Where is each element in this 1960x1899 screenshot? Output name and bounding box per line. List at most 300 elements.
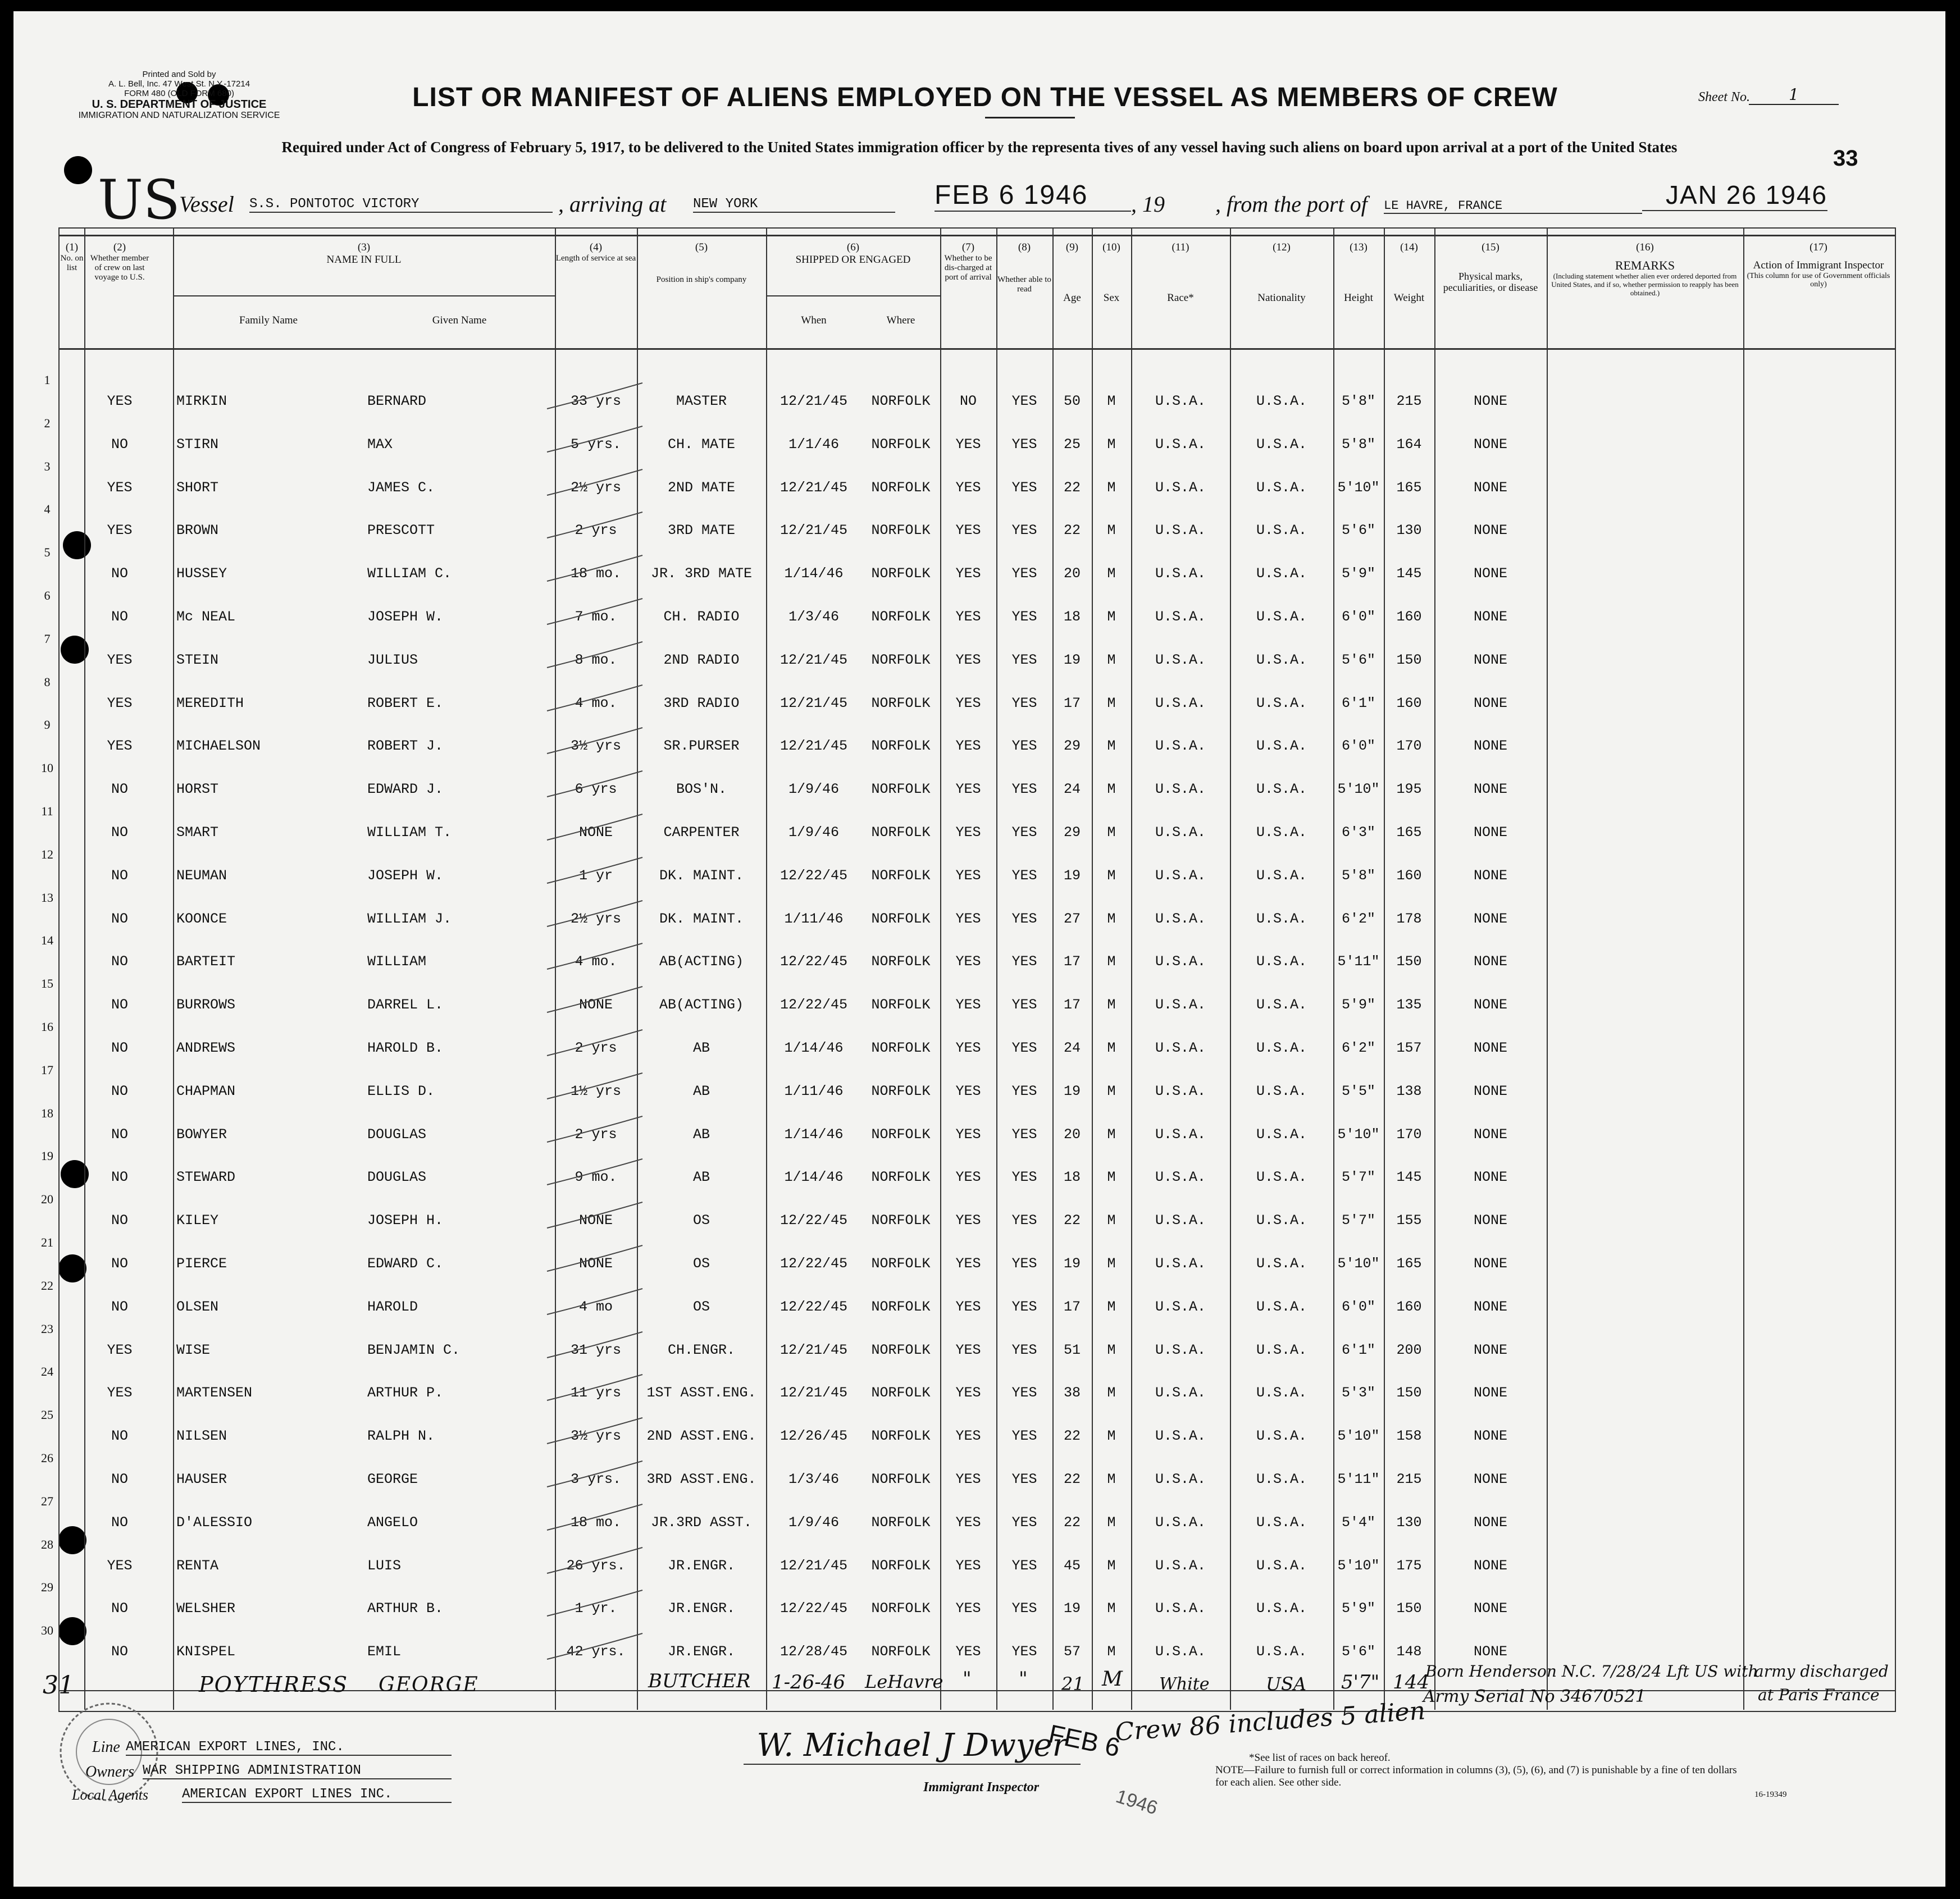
cell-family: MICHAELSON — [176, 738, 261, 754]
cell-marks: NONE — [1473, 565, 1507, 582]
cell-position: DK. MAINT. — [659, 868, 744, 884]
cell-read: YES — [1011, 1558, 1037, 1574]
pencil-check-mark — [541, 1200, 654, 1234]
weight: 144 — [1393, 1671, 1429, 1693]
cell-where: NORFOLK — [871, 652, 931, 668]
cell-where: NORFOLK — [871, 1558, 931, 1574]
col-header-16: (16) REMARKS (Including statement whether alien ever ordered deported from United States, and if so, whether permission to reapply has been obtained.) — [1551, 241, 1739, 297]
cell-given: ARTHUR B. — [367, 1600, 444, 1617]
cell-position: AB(ACTING) — [659, 953, 744, 970]
cell-service: NONE — [578, 997, 613, 1013]
cell-position: OS — [692, 1256, 710, 1272]
cell-when: 12/21/45 — [780, 652, 848, 668]
cell-when: 12/21/45 — [780, 393, 848, 409]
cell-nat: U.S.A. — [1256, 1212, 1307, 1229]
us-mark: US — [98, 168, 180, 231]
cell-weight: 178 — [1396, 911, 1422, 927]
cell-height: 5'10" — [1337, 781, 1380, 797]
cell-when: 12/22/45 — [780, 953, 848, 970]
cell-sex: M — [1107, 1514, 1116, 1531]
column-rule — [84, 227, 85, 1710]
cell-nat: U.S.A. — [1256, 609, 1307, 625]
cell-service: 26 yrs. — [566, 1558, 626, 1574]
col-header-2: (2) Whether member of crew on last voyage to U.S. — [90, 241, 149, 282]
cell-marks: NONE — [1473, 1040, 1507, 1056]
cell-prev: NO — [111, 436, 128, 453]
cell-where: NORFOLK — [871, 1644, 931, 1660]
cell-when: 12/28/45 — [780, 1644, 848, 1660]
cell-where: NORFOLK — [871, 997, 931, 1013]
cell-weight: 158 — [1396, 1428, 1422, 1444]
cell-sex: M — [1107, 1169, 1116, 1185]
cell-when: 1/14/46 — [784, 1040, 844, 1056]
cell-disch: YES — [955, 652, 981, 668]
title-underline — [985, 117, 1075, 118]
cell-family: OLSEN — [176, 1299, 219, 1315]
cell-read: YES — [1011, 1299, 1037, 1315]
cell-service: 31 yrs — [570, 1342, 621, 1358]
cell-nat: U.S.A. — [1256, 824, 1307, 841]
cell-age: 17 — [1063, 1299, 1081, 1315]
cell-when: 1/11/46 — [784, 911, 844, 927]
cell-marks: NONE — [1473, 1471, 1507, 1487]
row-number: 29 — [41, 1580, 53, 1594]
cell-disch: YES — [955, 522, 981, 538]
cell-where: NORFOLK — [871, 1385, 931, 1401]
col-header-14: (14) Weight — [1393, 241, 1425, 304]
cell-nat: U.S.A. — [1256, 393, 1307, 409]
cell-nat: U.S.A. — [1256, 1299, 1307, 1315]
cell-height: 6'0" — [1341, 738, 1375, 754]
cell-when: 12/22/45 — [780, 1256, 848, 1272]
cell-race: U.S.A. — [1155, 738, 1206, 754]
col-header-when: When — [801, 314, 827, 326]
pencil-check-mark — [541, 1545, 654, 1579]
vessel-label: Vessel — [179, 191, 234, 217]
pencil-check-mark — [541, 1028, 654, 1061]
remarks-line-2: Army Serial No 34670521 — [1423, 1687, 1646, 1706]
cell-disch: YES — [955, 781, 981, 797]
cell-age: 50 — [1063, 393, 1081, 409]
agents-value: AMERICAN EXPORT LINES INC. — [182, 1787, 452, 1803]
col-header-5: (5) Position in ship's company — [656, 241, 747, 284]
cell-service: 18 mo. — [570, 565, 621, 582]
cell-given: EMIL — [367, 1644, 402, 1660]
cell-sex: M — [1107, 738, 1116, 754]
cell-race: U.S.A. — [1155, 652, 1206, 668]
cell-prev: YES — [107, 480, 133, 496]
cell-service: 4 mo. — [575, 695, 617, 711]
pencil-check-mark — [541, 1631, 654, 1665]
cell-marks: NONE — [1473, 1169, 1507, 1185]
cell-given: PRESCOTT — [367, 522, 435, 538]
cell-sex: M — [1107, 436, 1116, 453]
cell-sex: M — [1107, 1385, 1116, 1401]
cell-nat: U.S.A. — [1256, 1514, 1307, 1531]
cell-prev: NO — [111, 997, 128, 1013]
cell-race: U.S.A. — [1155, 695, 1206, 711]
cell-given: HAROLD — [367, 1299, 418, 1315]
cell-nat: U.S.A. — [1256, 1126, 1307, 1143]
cell-where: NORFOLK — [871, 1600, 931, 1617]
cell-race: U.S.A. — [1155, 953, 1206, 970]
cell-height: 6'1" — [1341, 695, 1375, 711]
cell-height: 5'10" — [1337, 1126, 1380, 1143]
cell-family: HUSSEY — [176, 565, 227, 582]
cell-position: SR.PURSER — [663, 738, 740, 754]
cell-where: NORFOLK — [871, 522, 931, 538]
sheet-number-label: Sheet No. — [1698, 90, 1750, 104]
cell-service: 1½ yrs — [570, 1083, 621, 1099]
row-rule — [58, 348, 1895, 350]
cell-family: WISE — [176, 1342, 211, 1358]
cell-nat: U.S.A. — [1256, 1600, 1307, 1617]
cell-nat: U.S.A. — [1256, 1428, 1307, 1444]
pencil-check-mark — [541, 424, 654, 458]
row-number: 11 — [41, 804, 53, 818]
cell-height: 6'2" — [1341, 911, 1375, 927]
cell-race: U.S.A. — [1155, 1342, 1206, 1358]
date-stamp: FEB 6 — [1046, 1718, 1123, 1763]
departure-date-stamp: JAN 26 1946 — [1642, 180, 1827, 211]
cell-position: OS — [692, 1299, 710, 1315]
publisher-line: FORM 480 (OLD FORM 680) — [124, 89, 234, 98]
cell-family: Mc NEAL — [176, 609, 236, 625]
cell-service: 33 yrs — [570, 393, 621, 409]
cell-disch: YES — [955, 738, 981, 754]
when: 1-26-46 — [772, 1671, 846, 1693]
cell-marks: NONE — [1473, 1299, 1507, 1315]
cell-sex: M — [1107, 480, 1116, 496]
position: BUTCHER — [648, 1670, 751, 1692]
cell-family: STEWARD — [176, 1169, 236, 1185]
cell-family: KOONCE — [176, 911, 227, 927]
where: LeHavre — [865, 1671, 943, 1692]
col-header-where: Where — [886, 314, 915, 326]
cell-sex: M — [1107, 868, 1116, 884]
cell-position: CH. RADIO — [663, 609, 740, 625]
col-header-9: (9) Age — [1063, 241, 1081, 304]
cell-where: NORFOLK — [871, 1471, 931, 1487]
cell-service: 4 mo. — [575, 953, 617, 970]
cell-age: 29 — [1063, 738, 1081, 754]
cell-disch: YES — [955, 868, 981, 884]
pencil-check-mark — [541, 1502, 654, 1536]
cell-marks: NONE — [1473, 1644, 1507, 1660]
cell-marks: NONE — [1473, 953, 1507, 970]
cell-position: BOS'N. — [676, 781, 727, 797]
vessel-name: S.S. PONTOTOC VICTORY — [249, 197, 553, 213]
row-number: 28 — [41, 1537, 53, 1551]
family-name: POYTHRESS — [199, 1672, 349, 1697]
cell-position: JR.ENGR. — [667, 1558, 736, 1574]
cell-nat: U.S.A. — [1256, 695, 1307, 711]
cell-sex: M — [1107, 1644, 1116, 1660]
cell-when: 12/21/45 — [780, 1385, 848, 1401]
race: White — [1159, 1674, 1210, 1694]
height: 5'7" — [1341, 1671, 1380, 1693]
cell-family: NEUMAN — [176, 868, 227, 884]
date-stamp-year: 1946 — [1113, 1786, 1160, 1819]
cell-sex: M — [1107, 1558, 1116, 1574]
cell-read: YES — [1011, 911, 1037, 927]
cell-service: 1 yr. — [575, 1600, 617, 1617]
cell-family: MARTENSEN — [176, 1385, 253, 1401]
cell-disch: YES — [955, 1256, 981, 1272]
cell-read: YES — [1011, 1256, 1037, 1272]
row-number: 16 — [41, 1020, 53, 1034]
cell-where: NORFOLK — [871, 393, 931, 409]
cell-where: NORFOLK — [871, 1126, 931, 1143]
publisher-line: Printed and Sold by — [142, 70, 216, 79]
cell-where: NORFOLK — [871, 695, 931, 711]
pencil-check-mark — [541, 1416, 654, 1449]
cell-age: 18 — [1063, 1169, 1081, 1185]
cell-given: ANGELO — [367, 1514, 418, 1531]
cell-nat: U.S.A. — [1256, 738, 1307, 754]
cell-prev: NO — [111, 1126, 128, 1143]
col-header-given: Given Name — [432, 314, 487, 326]
cell-service: 3½ yrs — [570, 1428, 621, 1444]
cell-nat: U.S.A. — [1256, 1558, 1307, 1574]
cell-when: 1/9/46 — [788, 824, 839, 841]
cell-age: 38 — [1063, 1385, 1081, 1401]
cell-read: YES — [1011, 695, 1037, 711]
cell-service: 1 yr — [578, 868, 613, 884]
row-number: 23 — [41, 1322, 53, 1336]
cell-service: 18 mo. — [570, 1514, 621, 1531]
cell-weight: 130 — [1396, 522, 1422, 538]
agents-label: Local Agents — [72, 1787, 149, 1803]
pencil-check-mark — [541, 1157, 654, 1190]
cell-given: ARTHUR P. — [367, 1385, 444, 1401]
publisher-line: A. L. Bell, Inc. 47 West St. N.Y.-17214 — [108, 79, 250, 89]
cell-read: YES — [1011, 436, 1037, 453]
cell-nat: U.S.A. — [1256, 781, 1307, 797]
cell-nat: U.S.A. — [1256, 953, 1307, 970]
row-number: 24 — [41, 1364, 53, 1378]
cell-weight: 165 — [1396, 824, 1422, 841]
cell-height: 5'10" — [1337, 1428, 1380, 1444]
row-number: 19 — [41, 1149, 53, 1163]
cell-family: MIRKIN — [176, 393, 227, 409]
row-number: 25 — [41, 1408, 53, 1422]
pencil-check-mark — [541, 1459, 654, 1492]
cell-family: STIRN — [176, 436, 219, 453]
cell-race: U.S.A. — [1155, 480, 1206, 496]
col-header-13: (13) Height — [1344, 241, 1373, 304]
row-number: 22 — [41, 1279, 53, 1293]
cell-race: U.S.A. — [1155, 1169, 1206, 1185]
cell-disch: YES — [955, 695, 981, 711]
cell-prev: NO — [111, 911, 128, 927]
cell-weight: 138 — [1396, 1083, 1422, 1099]
cell-service: 4 mo — [578, 1299, 613, 1315]
cell-where: NORFOLK — [871, 1342, 931, 1358]
row-number: 27 — [41, 1494, 53, 1508]
line-value: AMERICAN EXPORT LINES, INC. — [126, 1740, 452, 1756]
cell-family: CHAPMAN — [176, 1083, 236, 1099]
cell-family: BARTEIT — [176, 953, 236, 970]
cell-position: JR.ENGR. — [667, 1644, 736, 1660]
cell-disch: YES — [955, 1342, 981, 1358]
owners-value: WAR SHIPPING ADMINISTRATION — [143, 1763, 452, 1779]
row-number: 2 — [44, 416, 51, 430]
pencil-check-mark — [541, 1372, 654, 1406]
pencil-check-mark — [541, 1588, 654, 1622]
cell-age: 22 — [1063, 1514, 1081, 1531]
cell-age: 24 — [1063, 1040, 1081, 1056]
cell-given: JAMES C. — [367, 480, 435, 496]
cell-height: 5'10" — [1337, 1558, 1380, 1574]
cell-position: JR.ENGR. — [667, 1600, 736, 1617]
cell-when: 12/26/45 — [780, 1428, 848, 1444]
cell-read: YES — [1011, 781, 1037, 797]
cell-read: YES — [1011, 1600, 1037, 1617]
col-header-1: (1) No. on list — [60, 241, 84, 272]
age: 21 — [1061, 1673, 1084, 1695]
cell-sex: M — [1107, 1342, 1116, 1358]
cell-service: 2 yrs — [575, 1126, 617, 1143]
cell-disch: YES — [955, 1471, 981, 1487]
cell-read: YES — [1011, 1169, 1037, 1185]
cell-where: NORFOLK — [871, 868, 931, 884]
cell-age: 19 — [1063, 1256, 1081, 1272]
cell-read: YES — [1011, 738, 1037, 754]
cell-age: 51 — [1063, 1342, 1081, 1358]
cell-age: 22 — [1063, 1471, 1081, 1487]
cell-when: 1/14/46 — [784, 1126, 844, 1143]
pencil-check-mark — [541, 984, 654, 1018]
cell-weight: 160 — [1396, 695, 1422, 711]
cell-weight: 200 — [1396, 1342, 1422, 1358]
col-header-8: (8) Whether able to read — [997, 241, 1051, 294]
cell-marks: NONE — [1473, 1428, 1507, 1444]
pencil-check-mark — [541, 725, 654, 759]
cell-read: YES — [1011, 1040, 1037, 1056]
cell-race: U.S.A. — [1155, 1428, 1206, 1444]
cell-given: JOSEPH W. — [367, 868, 444, 884]
row-number: 18 — [41, 1106, 53, 1120]
cell-marks: NONE — [1473, 911, 1507, 927]
cell-service: 2 yrs — [575, 1040, 617, 1056]
cell-where: NORFOLK — [871, 1428, 931, 1444]
cell-sex: M — [1107, 824, 1116, 841]
cell-position: AB — [692, 1169, 710, 1185]
pencil-check-mark — [541, 596, 654, 630]
cell-weight: 145 — [1396, 1169, 1422, 1185]
cell-when: 12/21/45 — [780, 480, 848, 496]
cell-prev: YES — [107, 738, 133, 754]
column-rule — [1547, 227, 1548, 1710]
cell-weight: 150 — [1396, 652, 1422, 668]
pencil-check-mark — [541, 640, 654, 673]
cell-position: AB — [692, 1126, 710, 1143]
cell-height: 5'8" — [1341, 436, 1375, 453]
cell-disch: YES — [955, 997, 981, 1013]
cell-nat: U.S.A. — [1256, 1471, 1307, 1487]
owners-label: Owners — [85, 1763, 135, 1781]
cell-read: YES — [1011, 609, 1037, 625]
cell-when: 1/3/46 — [788, 609, 839, 625]
cell-race: U.S.A. — [1155, 393, 1206, 409]
cell-race: U.S.A. — [1155, 436, 1206, 453]
cell-position: OS — [692, 1212, 710, 1229]
cell-weight: 130 — [1396, 1514, 1422, 1531]
cell-weight: 150 — [1396, 1600, 1422, 1617]
row-number: 17 — [41, 1063, 53, 1077]
column-rule — [173, 227, 174, 1710]
cell-given: WILLIAM T. — [367, 824, 452, 841]
cell-sex: M — [1107, 1126, 1116, 1143]
cell-race: U.S.A. — [1155, 522, 1206, 538]
cell-sex: M — [1107, 997, 1116, 1013]
cell-age: 29 — [1063, 824, 1081, 841]
cell-marks: NONE — [1473, 1256, 1507, 1272]
cell-where: NORFOLK — [871, 480, 931, 496]
cell-nat: U.S.A. — [1256, 1083, 1307, 1099]
cell-when: 12/21/45 — [780, 695, 848, 711]
cell-family: BOWYER — [176, 1126, 227, 1143]
cell-disch: YES — [955, 436, 981, 453]
cell-prev: NO — [111, 609, 128, 625]
cell-height: 5'4" — [1341, 1514, 1375, 1531]
pencil-check-mark — [541, 941, 654, 975]
cell-disch: YES — [955, 1558, 981, 1574]
cell-prev: YES — [107, 522, 133, 538]
cell-given: DOUGLAS — [367, 1169, 427, 1185]
cell-service: 2½ yrs — [570, 480, 621, 496]
cell-read: YES — [1011, 1342, 1037, 1358]
cell-when: 1/1/46 — [788, 436, 839, 453]
cell-weight: 170 — [1396, 1126, 1422, 1143]
cell-weight: 160 — [1396, 868, 1422, 884]
cell-disch: YES — [955, 609, 981, 625]
cell-weight: 170 — [1396, 738, 1422, 754]
cell-prev: NO — [111, 1040, 128, 1056]
cell-marks: NONE — [1473, 1342, 1507, 1358]
cell-weight: 148 — [1396, 1644, 1422, 1660]
cell-nat: U.S.A. — [1256, 1342, 1307, 1358]
cell-prev: NO — [111, 1083, 128, 1099]
cell-position: 3RD ASST.ENG. — [646, 1471, 756, 1487]
cell-position: 3RD RADIO — [663, 695, 740, 711]
cell-age: 19 — [1063, 868, 1081, 884]
col-header-3: (3) NAME IN FULL — [326, 241, 402, 266]
row-number: 6 — [44, 588, 51, 602]
row-number: 20 — [41, 1192, 53, 1206]
cell-nat: U.S.A. — [1256, 868, 1307, 884]
cell-age: 20 — [1063, 565, 1081, 582]
cell-service: 3½ yrs — [570, 738, 621, 754]
cell-position: MASTER — [676, 393, 727, 409]
cell-nat: U.S.A. — [1256, 1040, 1307, 1056]
cell-nat: U.S.A. — [1256, 911, 1307, 927]
manifest-sheet — [13, 11, 1945, 1887]
publisher-block — [42, 70, 317, 120]
crew-count-note: Crew 86 includes 5 alien — [1114, 1696, 1426, 1747]
cell-age: 22 — [1063, 480, 1081, 496]
cell-where: NORFOLK — [871, 953, 931, 970]
row-number: 14 — [41, 933, 53, 947]
cell-read: YES — [1011, 824, 1037, 841]
cell-height: 6'2" — [1341, 1040, 1375, 1056]
cell-nat: U.S.A. — [1256, 1644, 1307, 1660]
row-number: 30 — [41, 1623, 53, 1637]
cell-race: U.S.A. — [1155, 1299, 1206, 1315]
cell-race: U.S.A. — [1155, 1600, 1206, 1617]
cell-family: HAUSER — [176, 1471, 227, 1487]
